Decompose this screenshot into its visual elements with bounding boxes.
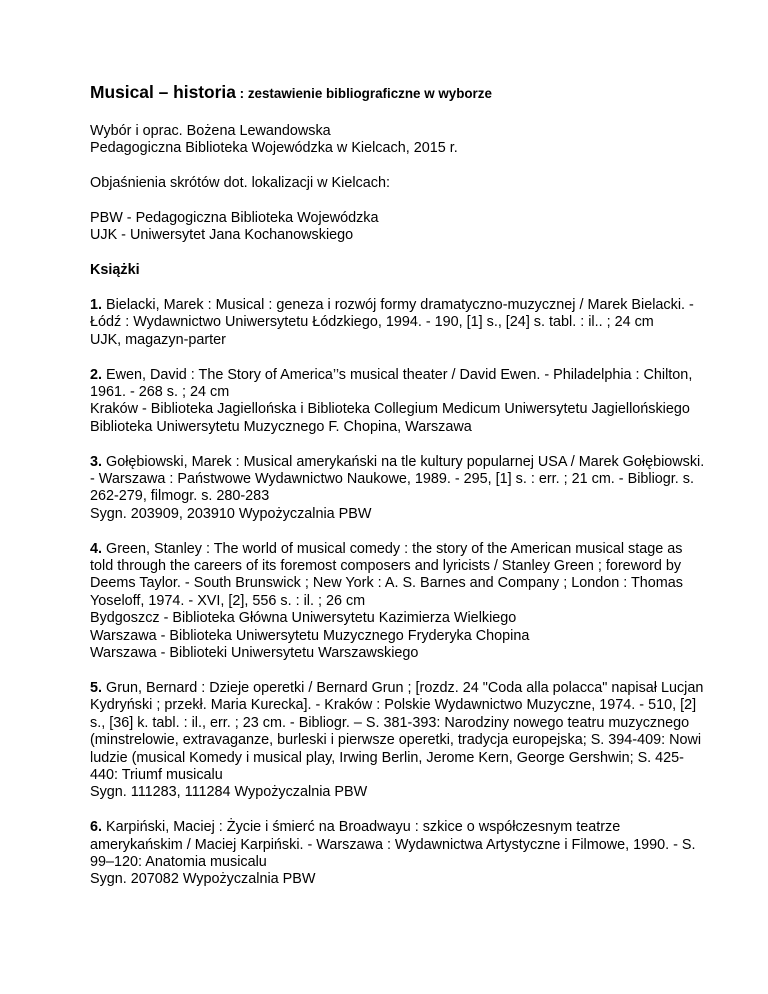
entry-text: Gołębiowski, Marek : Musical amerykański na tle kultury popularnej USA / Marek Gołębiowski. - Warszawa : Państwowe Wydawnictwo Naukowe, 1989. - 295, [1] s. : err. ; 21 cm. - Bibliogr. s. 262-279, filmogr. s. 280-283 [90,453,705,505]
entry-citation [90,297,708,332]
entry-location: Warszawa - Biblioteki Uniwersytetu Warszawskiego [90,645,419,662]
entry-number: 2. [90,366,103,383]
abbreviation-item: PBW - Pedagogiczna Biblioteka Wojewódzka [90,210,379,226]
abbreviations-intro-block [90,175,708,192]
entry-location: UJK, magazyn-parter [90,331,226,348]
entry-number: 1. [90,297,103,313]
credits-publisher: Pedagogiczna Biblioteka Wojewódzka w Kielcach, 2015 r. [90,140,458,157]
abbreviation-item: UJK - Uniwersytet Jana Kochanowskiego [90,227,354,244]
entry-number: 5. [90,679,103,696]
entry-location: Sygn. 111283, 111284 Wypożyczalnia PBW [90,784,368,801]
credits-block [90,123,708,158]
bibliography-entry [90,680,708,802]
credits-author: Wybór i oprac. Bożena Lewandowska [90,123,331,139]
bibliography-entry [90,819,708,889]
entry-text: Karpiński, Maciej : Życie i śmierć na Broadwayu : szkice o współczesnym teatrze amerykańskim / Maciej Karpiński. - Warszawa : Wydawnictwa Artystyczne i Filmowe, 1990. - S. 99–120: Anatomia musicalu [90,819,696,870]
abbreviations-list [90,210,708,245]
entry-location: Sygn. 207082 Wypożyczalnia PBW [90,871,316,888]
entry-text: Green, Stanley : The world of musical comedy : the story of the American musical stage as told through the careers of its foremost composers and lyricists / Stanley Green ; foreword by Deems Taylor. - South Brunswick ; New York : A. S. Barnes and Company ; London : Thomas Yoseloff, 1974. - XVI, [2], 556 s. : il. ; 26 cm [90,540,683,609]
entry-citation [90,541,708,611]
bibliography-entry [90,541,708,663]
abbreviations-intro: Objaśnienia skrótów dot. lokalizacji w Kielcach: [90,175,390,192]
title-subtitle: : zestawienie bibliograficzne w wyborze [235,86,492,101]
entry-location: Bydgoszcz - Biblioteka Główna Uniwersytetu Kazimierza Wielkiego [90,610,517,627]
entry-citation [90,680,708,784]
bibliography-entry [90,297,708,349]
entry-number: 4. [90,540,103,557]
entry-number: 6. [90,819,103,836]
entry-citation [90,819,708,871]
entry-location: Kraków - Biblioteka Jagiellońska i Biblioteka Collegium Medicum Uniwersytetu Jagiellońskiego [90,401,690,418]
entry-location: Warszawa - Biblioteka Uniwersytetu Muzycznego Fryderyka Chopina [90,627,530,644]
entry-text: Grun, Bernard : Dzieje operetki / Bernard Grun ; [rozdz. 24 "Coda alla polacca" napisał Lucjan Kydryński ; przekł. Maria Kurecka]. - Kraków : Polskie Wydawnictwo Muzyczne, 1974. - 510, [2] s., [36] k. tabl. : il., err. ; 23 cm. - Bibliogr. – S. 381-393: Narodziny nowego teatru muzycznego (minstrelowie, extravaganze, burleski i pierwsze operetki, tradycja europejska; S. 394-409: Nowi ludzie (musical Komedy i musical play, Irwing Berlin, Jerome Kern, George Gershwin; S. 425-440: Triumf musicalu [90,679,704,783]
title-main: Musical – historia [90,82,236,102]
bibliography-entry [90,454,708,524]
entry-citation [90,454,708,506]
entry-location: Sygn. 203909, 203910 Wypożyczalnia PBW [90,505,372,522]
bibliography-entry [90,367,708,437]
document-title [90,82,708,104]
entry-citation [90,367,708,402]
entry-location: Biblioteka Uniwersytetu Muzycznego F. Chopina, Warszawa [90,418,472,435]
entry-text: Ewen, David : The Story of America’’s musical theater / David Ewen. - Philadelphia : Chilton, 1961. - 268 s. ; 24 cm [90,366,693,401]
entry-number: 3. [90,453,103,470]
section-heading-books: Książki [90,262,140,279]
entry-text: Bielacki, Marek : Musical : geneza i rozwój formy dramatyczno-muzycznej / Marek Bielacki. - Łódź : Wydawnictwo Uniwersytetu Łódzkiego, 1994. - 190, [1] s., [24] s. tabl. : il.. ; 24 cm [90,297,694,331]
